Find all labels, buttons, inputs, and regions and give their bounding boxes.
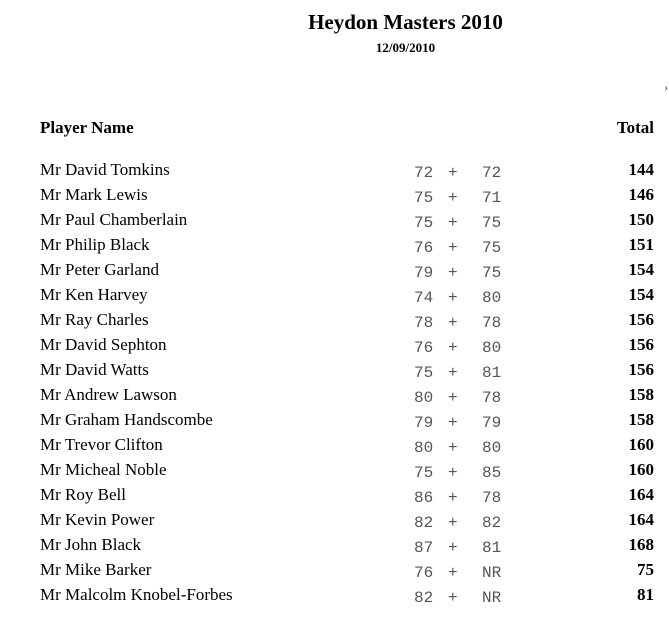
- round-2-score: 80: [482, 439, 502, 457]
- total-score: 156: [628, 360, 654, 379]
- round-1-score: 76: [414, 239, 434, 257]
- player-name: Mr Roy Bell: [40, 485, 126, 504]
- player-name: Mr Andrew Lawson: [40, 385, 177, 404]
- table-row: [0, 310, 669, 335]
- results-table: [0, 160, 669, 610]
- round-2-score: 80: [482, 339, 502, 357]
- round-1-score: 86: [414, 489, 434, 507]
- event-date: 12/09/2010: [375, 40, 436, 55]
- plus-sign: +: [448, 289, 458, 307]
- table-row: [0, 235, 669, 260]
- plus-sign: +: [448, 314, 458, 332]
- header-total: Total: [616, 118, 654, 137]
- round-2-score: NR: [482, 564, 502, 582]
- round-2-score: 75: [482, 214, 502, 232]
- page-title: Heydon Masters 2010: [308, 10, 503, 34]
- round-1-score: 78: [414, 314, 434, 332]
- plus-sign: +: [448, 439, 458, 457]
- total-score: 146: [628, 185, 654, 204]
- total-score: 150: [628, 210, 654, 229]
- round-1-score: 80: [414, 389, 434, 407]
- round-2-score: 78: [482, 389, 502, 407]
- total-score: 164: [628, 510, 654, 529]
- round-1-score: 79: [414, 414, 434, 432]
- player-name: Mr David Sephton: [40, 335, 167, 354]
- plus-sign: +: [448, 589, 458, 607]
- total-score: 164: [628, 485, 654, 504]
- table-row: [0, 385, 669, 410]
- edge-mark: ›: [664, 80, 668, 94]
- round-1-score: 72: [414, 164, 434, 182]
- plus-sign: +: [448, 514, 458, 532]
- round-1-score: 75: [414, 214, 434, 232]
- player-name: Mr Graham Handscombe: [40, 410, 213, 429]
- plus-sign: +: [448, 489, 458, 507]
- plus-sign: +: [448, 389, 458, 407]
- plus-sign: +: [448, 214, 458, 232]
- plus-sign: +: [448, 539, 458, 557]
- player-name: Mr Ray Charles: [40, 310, 149, 329]
- round-2-score: 85: [482, 464, 502, 482]
- total-score: 160: [628, 435, 654, 454]
- round-1-score: 75: [414, 364, 434, 382]
- round-1-score: 87: [414, 539, 434, 557]
- total-score: 160: [628, 460, 654, 479]
- round-2-score: 71: [482, 189, 502, 207]
- player-name: Mr Peter Garland: [40, 260, 159, 279]
- total-score: 75: [637, 560, 654, 579]
- round-2-score: 81: [482, 364, 502, 382]
- player-name: Mr David Tomkins: [40, 160, 170, 179]
- round-1-score: 75: [414, 464, 434, 482]
- round-1-score: 82: [414, 514, 434, 532]
- player-name: Mr Trevor Clifton: [40, 435, 163, 454]
- round-2-score: 80: [482, 289, 502, 307]
- round-2-score: 78: [482, 314, 502, 332]
- round-2-score: 78: [482, 489, 502, 507]
- table-row: [0, 260, 669, 285]
- total-score: 158: [628, 410, 654, 429]
- table-row: [0, 410, 669, 435]
- total-score: 81: [637, 585, 654, 604]
- total-score: 144: [628, 160, 654, 179]
- total-score: 154: [628, 260, 654, 279]
- plus-sign: +: [448, 264, 458, 282]
- round-2-score: 72: [482, 164, 502, 182]
- plus-sign: +: [448, 339, 458, 357]
- table-row: [0, 435, 669, 460]
- plus-sign: +: [448, 164, 458, 182]
- plus-sign: +: [448, 364, 458, 382]
- header-player-name: Player Name: [40, 118, 134, 137]
- table-row: [0, 160, 669, 185]
- round-1-score: 80: [414, 439, 434, 457]
- round-2-score: NR: [482, 589, 502, 607]
- player-name: Mr David Watts: [40, 360, 149, 379]
- player-name: Mr Philip Black: [40, 235, 150, 254]
- plus-sign: +: [448, 239, 458, 257]
- round-1-score: 74: [414, 289, 434, 307]
- total-score: 151: [628, 235, 654, 254]
- round-1-score: 79: [414, 264, 434, 282]
- table-row: [0, 585, 669, 610]
- player-name: Mr Kevin Power: [40, 510, 155, 529]
- total-score: 168: [628, 535, 654, 554]
- player-name: Mr Mark Lewis: [40, 185, 148, 204]
- table-row: [0, 285, 669, 310]
- table-row: [0, 460, 669, 485]
- table-row: [0, 485, 669, 510]
- total-score: 156: [628, 335, 654, 354]
- table-row: [0, 535, 669, 560]
- round-2-score: 75: [482, 239, 502, 257]
- round-2-score: 75: [482, 264, 502, 282]
- plus-sign: +: [448, 414, 458, 432]
- total-score: 158: [628, 385, 654, 404]
- round-2-score: 81: [482, 539, 502, 557]
- player-name: Mr Micheal Noble: [40, 460, 167, 479]
- plus-sign: +: [448, 564, 458, 582]
- round-1-score: 75: [414, 189, 434, 207]
- total-score: 156: [628, 310, 654, 329]
- plus-sign: +: [448, 464, 458, 482]
- round-1-score: 82: [414, 589, 434, 607]
- round-2-score: 82: [482, 514, 502, 532]
- total-score: 154: [628, 285, 654, 304]
- table-row: [0, 510, 669, 535]
- table-row: [0, 360, 669, 385]
- round-1-score: 76: [414, 564, 434, 582]
- player-name: Mr Paul Chamberlain: [40, 210, 188, 229]
- table-row: [0, 335, 669, 360]
- player-name: Mr Ken Harvey: [40, 285, 148, 304]
- player-name: Mr Malcolm Knobel-Forbes: [40, 585, 233, 604]
- round-2-score: 79: [482, 414, 502, 432]
- player-name: Mr Mike Barker: [40, 560, 152, 579]
- table-row: [0, 560, 669, 585]
- table-row: [0, 210, 669, 235]
- plus-sign: +: [448, 189, 458, 207]
- player-name: Mr John Black: [40, 535, 142, 554]
- round-1-score: 76: [414, 339, 434, 357]
- table-row: [0, 185, 669, 210]
